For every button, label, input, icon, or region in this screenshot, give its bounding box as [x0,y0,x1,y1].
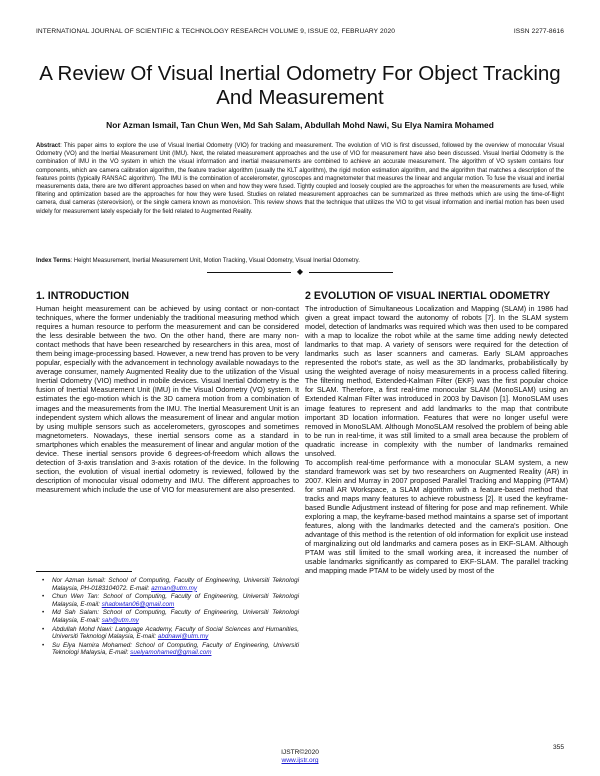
copyright: IJSTR©2020 [281,749,319,756]
email-link[interactable]: abdnawi@utm.my [157,633,209,641]
footnote-item [40,626,299,641]
bullet-icon: • [42,625,45,633]
footnote-item [40,609,299,624]
running-header [36,28,564,38]
footnote-rule [36,571,132,572]
issn: ISSN 2277-8616 [513,28,564,35]
footnote-text: Su Elya Namira Mohamed: School of Computing, Faculty of Engineering, Universiti Teknologi Malaysia, E-mail: [52,641,299,657]
section-heading-evolution: 2 EVOLUTION OF VISUAL INERTIAL ODOMETRY [305,290,551,302]
footnote-text: Chun Wen Tan: School of Computing, Faculty of Engineering, Universiti Teknologi Malaysia, E-mail: [52,593,299,608]
abstract-label: Abstract [36,143,61,149]
email-link[interactable]: suelyamohamed@gmail.com [130,649,212,657]
page-number: 355 [552,744,564,751]
bullet-icon: • [42,609,45,617]
bullet-icon: • [42,577,45,584]
bullet-icon: • [42,641,45,649]
diamond-icon: ◆ [296,267,304,276]
separator-line-left [207,272,291,273]
footnote-text: Md Sah Salam: School of Computing, Faculty of Engineering, Universiti Teknologi Malaysia, E-mail: [52,609,299,624]
author-footnotes [40,577,299,658]
right-column [305,290,568,575]
bullet-icon: • [42,593,45,601]
index-terms-text: : Height Measurement, Inertial Measurement Unit, Motion Tracking, Visual Odometry, Visual Inertial Odometry. [70,258,360,264]
evolution-paragraph-2: To accomplish real-time performance with a monocular SLAM system, a new standard framework was set by two researchers on Augmented Reality (AR) in 2007. Klein and Murray in 2007 proposed Parallel Tracking and Mapping (PTAM) for small AR Workspace, a SLAM algorithm with a feature-based method that tracks and maps many features to achieve robustness [2]. It used the keyframe-based Bundle Adjustment instead of filtering for pose and map refinement. While exploring a map, the keyframe-based method maintains a sparse set of important features, along with the landmarks detected and the camera's position. One advantage of this method is the retention of old information for explicit use instead of marginalizing out old landmarks and camera poses as in EKF-SLAM. Although PTAM was still limited to the small working area, it increased the number of usable landmarks significantly as compared to EKF-SLAM. The parallel tracking and mapping made PTAM to be widely used by most of the [305,457,568,576]
footnote-item [40,593,299,608]
index-terms [36,257,564,265]
evolution-paragraph-1: The introduction of Simultaneous Localization and Mapping (SLAM) in 1986 had given a great impact toward the autonomy of robots [7]. In the SLAM system model, detection of landmarks was required which was then used to be compared with a map to localize the robot while at the same time adding newly detected landmarks to that map. A variety of sensors were required for the detection of landmarks such as laser scanners and cameras. Early SLAM approaches represented the robot's state, as well as the 3D landmarks, probabilistically by using the weighted average of noisy measurements in a process called filtering. The filtering method, Extended-Kalman Filter (EKF) was the first popular choice for SLAM. Therefore, a first real-time monocular SLAM (MonoSLAM) using an Extended Kalman Filter was introduced in 2003 by Davison [1]. MonoSLAM uses image features to represent and add landmarks to the map that contribute important 3D location information. Features that were no longer useful were removed in MonoSLAM. Although MonoSLAM resolved the problem of being able to be run in real-time, it was still limited to a small area because the problem of quadratic increase in complexity with the number of landmarks remained unsolved. [305,304,568,458]
footnote-text: Abdullah Mohd Nawi: Language Academy, Faculty of Social Sciences and Humanities, Universiti Teknologi Malaysia, E-mail: [52,625,299,641]
introduction-paragraph: Human height measurement can be achieved by using contact or non-contact techniques, where the former undeniably the traditional measuring method which requires a human resource to perform the measurement and can be considered the less desirable between the two. On the other hand, there are many non-contact methods that have been researched by researchers in this area, most of them being image-processing based. However, a new trend has proven to be very popular, especially with the advancement in technology available nowadays to the average consumer, namely Augmented Reality due to the utilization of the Visual Inertial Odometry (VIO) method in mobile devices. Visual Inertial Odometry is the fusion of Inertial Measurement Unit (IMU) in the Visual Odometry (VO) system. It estimates the ego-motion which is the 3D camera motion from a combination of images and the measurements from the IMU. The Inertial Measurement Unit is an independent system which allows the measurement of linear and angular motion by using multiple sensors such as accelerometers, gyroscopes and sometimes magnetometers. Nowadays, these inertial sensors come as a standard in smartphones which enables the measurement of linear and angular motion of the device. These inertial sensors provide 6 degrees-of-freedom which allows the detection of 3-axis translation and 3-axis rotation of the device. In the following section, the evolution of visual inertial odometry is reviewed, followed by the description of monocular visual odometry and IMU. The different approaches to measurement which include the use of VIO for measurement are also presented. [36,304,299,494]
author-list: Nor Azman Ismail, Tan Chun Wen, Md Sah Salam, Abdullah Mohd Nawi, Su Elya Namira Mohamed [106,120,494,130]
left-column [36,290,299,494]
page-footer [0,749,600,765]
footnote-text: Nor Azman Ismail: School of Computing, Faculty of Engineering, Universiti Teknologi Malaysia, PH-0183104072. E-mail: [52,577,299,592]
abstract-text: : This paper aims to explore the use of Visual Inertial Odometry (VIO) for tracking and measurement. The evolution of VIO is first discussed, followed by the overview of monocular Visual Odometry (VO) and the Inertial Measurement Unit (IMU). Next, the related measurement approaches and the use of VIO for measurement have also been discussed. Visual Inertial Odometry is the combination of IMU in the VO system in which the visual information and inertial measurements are combined to achieve an accurate measurement. The algorithm of VO system contains four components, which are camera calibration algorithm, the feature tracker algorithm (usually the KLT algorithm), the rigid motion estimation algorithm, and the algorithm that matches a description of the features points (typically RANSAC algorithm). The IMU is the combination of accelerometer, gyroscopes and magnetometer that measures the linear and angular motion. To fuse the visual and inertial measurements data, there are two different approaches based on when and how they were fused. Tightly coupled and loosely coupled are the approaches for when the measurements are fused, while filtering and optimization based are the approaches for how they were fused. Studies on related measurement approaches can be summarized as three methods which are using the time-of-flight camera, dual cameras (stereovision), or the single camera known as monovision. This review shows that the technique that utilizes the VIO to get visual information and inertial motion has been used widely for measurement lately especially for the field related to Augmented Reality. [36,143,564,215]
section-separator [0,268,600,277]
email-link[interactable]: sah@utm.my [101,616,139,624]
abstract [36,142,564,216]
index-terms-label: Index Terms [36,258,71,264]
email-link[interactable]: azman@utm.my [151,584,197,592]
footnote-item [40,577,299,592]
section-heading-introduction: 1. INTRODUCTION [36,290,129,302]
email-link[interactable]: shadowtan06@gmail.com [101,600,175,608]
paper-title: A Review Of Visual Inertial Odometry For Object Tracking And Measurement [39,62,561,109]
journal-name: INTERNATIONAL JOURNAL OF SCIENTIFIC & TECHNOLOGY RESEARCH VOLUME 9, ISSUE 02, FEBRUARY 2020 [36,28,396,35]
separator-line-right [309,272,393,273]
journal-url-link[interactable]: www.ijstr.org [281,757,319,764]
footnote-item [40,642,299,657]
